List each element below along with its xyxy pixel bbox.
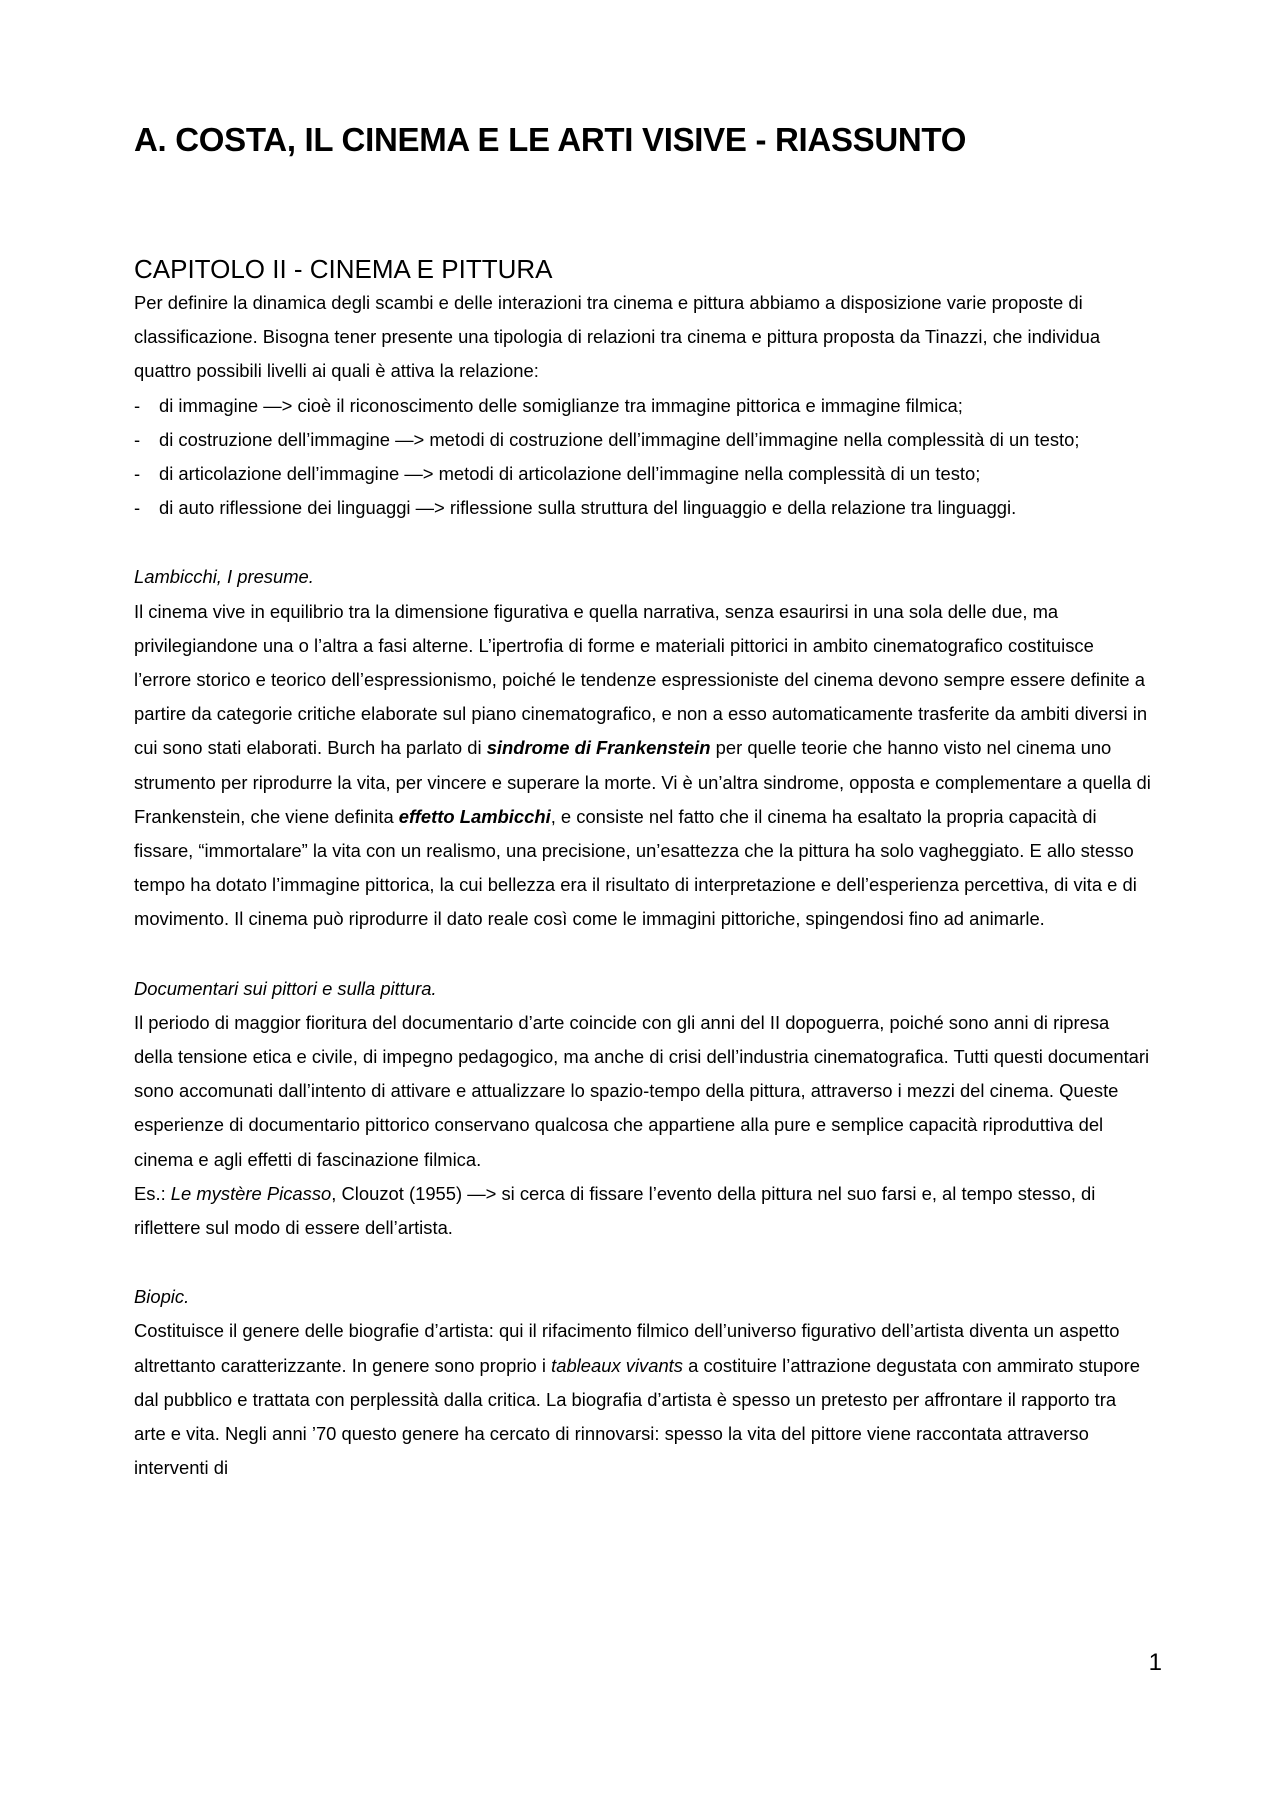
list-item <box>134 389 1152 423</box>
example-film-title: Le mystère Picasso <box>170 1182 332 1204</box>
page-content <box>134 118 1152 1486</box>
term-tableaux-vivants: tableaux vivants <box>551 1354 683 1376</box>
list-item <box>134 423 1152 457</box>
documentari-example <box>134 1177 1152 1245</box>
page-number: 1 <box>1148 1649 1162 1676</box>
biopic-text-1: Costituisce il genere delle biografie d’artista: qui il rifacimento filmico dell’universo figurativo dell’artista diventa un aspetto altrettanto caratterizzante. In genere sono proprio i <box>134 1320 1120 1376</box>
list-item-text: di immagine —> cioè il riconoscimento delle somiglianze tra immagine pittorica e immagine filmica; <box>159 394 963 416</box>
section-title-lambicchi: Lambicchi, I presume. <box>134 566 314 588</box>
biopic-paragraph <box>134 1314 1152 1485</box>
document-title: A. COSTA, IL CINEMA E LE ARTI VISIVE - RIASSUNTO <box>134 121 967 158</box>
relation-levels-list <box>134 389 1152 526</box>
list-item-text: di auto riflessione dei linguaggi —> riflessione sulla struttura del linguaggio e della relazione tra linguaggi. <box>159 497 1017 519</box>
list-dash: - <box>134 463 141 485</box>
lambicchi-text-3: , e consiste nel fatto che il cinema ha esaltato la propria capacità di fissare, “immortalare” la vita con un realismo, una precisione, un’esattezza che la pittura ha solo vagheggiato. E allo stesso tempo ha dotato l’immagine pittorica, la cui bellezza era il risultato di interpretazione e dell’esperienza percettiva, di vita e di movimento. Il cinema può riprodurre il dato reale così come le immagini pittoriche, spingendosi fino ad animarle. <box>134 805 1137 930</box>
list-dash: - <box>134 497 141 519</box>
list-item <box>134 491 1152 525</box>
list-item-text: di articolazione dell’immagine —> metodi di articolazione dell’immagine nella complessità di un testo; <box>159 463 981 485</box>
term-lambicchi: effetto Lambicchi <box>398 805 551 827</box>
documentari-paragraph: Il periodo di maggior fioritura del documentario d’arte coincide con gli anni del II dopoguerra, poiché sono anni di ripresa della tensione etica e civile, di impegno pedagogico, ma anche di crisi dell’industria cinematografica. Tutti questi documentari sono accomunati dall’intento di attivare e attualizzare lo spazio-tempo della pittura, attraverso i mezzi del cinema. Queste esperienze di documentario pittorico conservano qualcosa che appartiene alla pure e semplice capacità riproduttiva del cinema e agli effetti di fascinazione filmica. <box>134 1011 1150 1170</box>
lambicchi-text-1: Il cinema vive in equilibrio tra la dimensione figurativa e quella narrativa, senza esaurirsi in una sola delle due, ma privilegiandone una o l’altra a fasi alterne. L’ipertrofia di forme e materiali pittorici in ambito cinematografico costituisce l’errore storico e teorico dell’espressionismo, poiché le tendenze espressioniste del cinema devono sempre essere definite a partire da categorie critiche elaborate sul piano cinematografico, e non a esso automaticamente trasferite da ambiti diversi in cui sono stati elaborati. Burch ha parlato di <box>134 600 1148 759</box>
section-title-biopic: Biopic. <box>134 1286 190 1308</box>
intro-paragraph: Per definire la dinamica degli scambi e delle interazioni tra cinema e pittura abbiamo a disposizione varie proposte di classificazione. Bisogna tener presente una tipologia di relazioni tra cinema e pittura proposta da Tinazzi, che individua quattro possibili livelli ai quali è attiva la relazione: <box>134 292 1101 382</box>
lambicchi-paragraph <box>134 595 1152 937</box>
list-dash: - <box>134 394 141 416</box>
list-item <box>134 457 1152 491</box>
list-dash: - <box>134 428 141 450</box>
lambicchi-text-2: per quelle teorie che hanno visto nel cinema uno strumento per riprodurre la vita, per vincere e superare la morte. Vi è un’altra sindrome, opposta e complementare a quella di Frankenstein, che viene definita <box>134 737 1151 827</box>
example-text: , Clouzot (1955) —> si cerca di fissare l’evento della pittura nel suo farsi e, al tempo stesso, di riflettere sul modo di essere dell’artista. <box>134 1182 1096 1239</box>
biopic-text-2: a costituire l’attrazione degustata con ammirato stupore dal pubblico e trattata con perplessità dalla critica. La biografia d’artista è spesso un pretesto per affrontare il rapporto tra arte e vita. Negli anni ’70 questo genere ha cercato di rinnovarsi: spesso la vita del pittore viene raccontata attraverso interventi di <box>134 1354 1140 1479</box>
list-item-text: di costruzione dell’immagine —> metodi di costruzione dell’immagine dell’immagine nella complessità di un testo; <box>159 428 1080 450</box>
chapter-title: CAPITOLO II - CINEMA E PITTURA <box>134 254 553 284</box>
term-frankenstein: sindrome di Frankenstein <box>486 737 711 759</box>
section-title-documentari: Documentari sui pittori e sulla pittura. <box>134 977 437 999</box>
example-prefix: Es.: <box>134 1182 171 1204</box>
